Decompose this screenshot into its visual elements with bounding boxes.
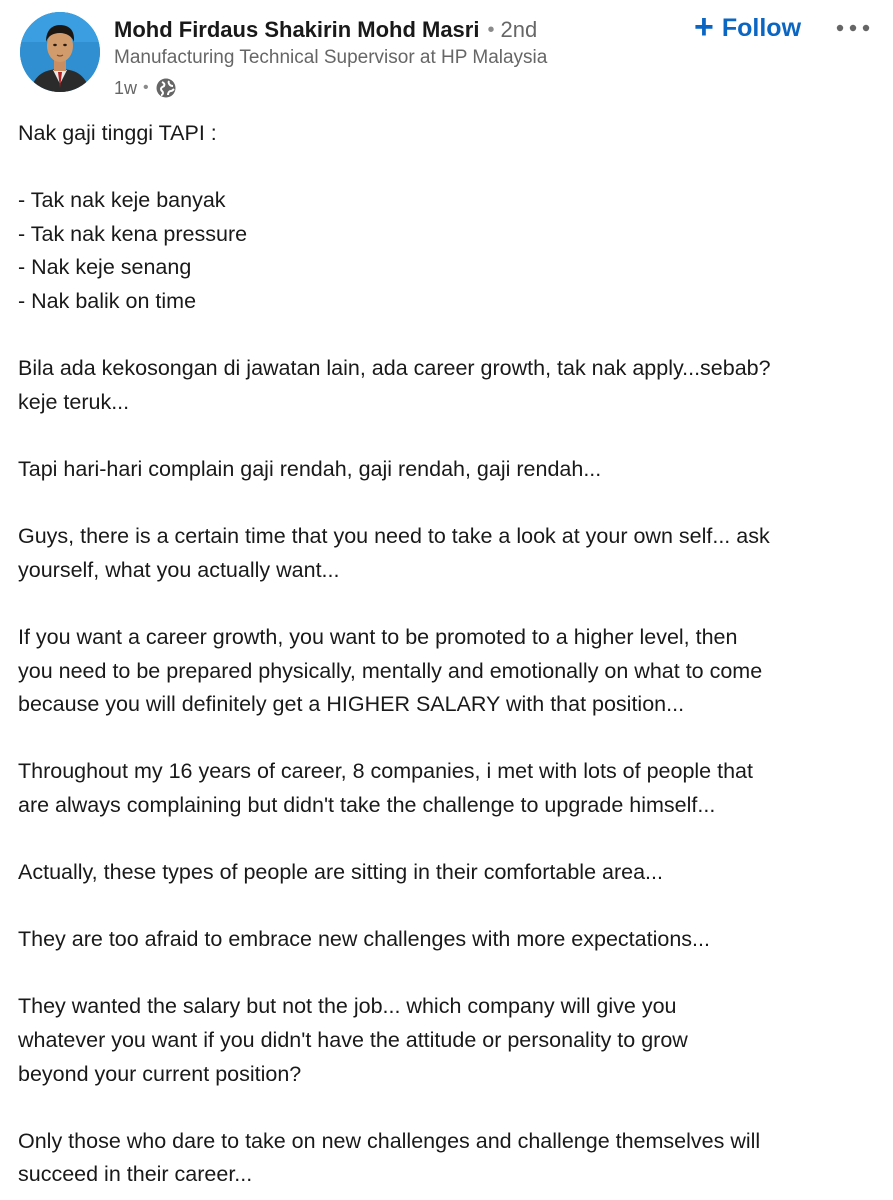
post-line: beyond your current position? (18, 1061, 302, 1086)
post-header (0, 0, 893, 110)
post-line: Throughout my 16 years of career, 8 companies, i met with lots of people that (18, 759, 753, 784)
post-line: - Tak nak kena pressure (18, 221, 248, 246)
post-line (18, 890, 878, 924)
post-line (18, 722, 878, 756)
post-line (18, 1091, 878, 1125)
post-line (18, 419, 878, 453)
more-horizontal-icon (835, 23, 871, 33)
post-line: are always complaining but didn't take the challenge to upgrade himself... (18, 792, 716, 817)
post-line: whatever you want if you didn't have the attitude or personality to grow (18, 1028, 688, 1053)
post-line: - Tak nak keje banyak (18, 188, 226, 213)
post-line: They wanted the salary but not the job... which company will give you (18, 994, 677, 1019)
post-meta (114, 74, 177, 102)
post-line: They are too afraid to embrace new challenges with more expectations... (18, 927, 710, 952)
post-line (18, 487, 878, 521)
follow-button[interactable] (690, 8, 805, 48)
author-headline: Manufacturing Technical Supervisor at HP Malaysia (114, 47, 548, 68)
post-line: yourself, what you actually want... (18, 557, 340, 582)
author-name[interactable]: Mohd Firdaus Shakirin Mohd Masri (114, 17, 480, 42)
post-line: - Nak balik on time (18, 288, 197, 313)
post-line (18, 587, 878, 621)
post-line (18, 319, 878, 353)
post-line: because you will definitely get a HIGHER SALARY with that position... (18, 692, 685, 717)
follow-label: Follow (721, 13, 802, 42)
post-line (18, 151, 878, 185)
globe-icon (155, 77, 177, 99)
post-line: Nak gaji tinggi TAPI : (18, 121, 217, 145)
separator-dot: • (143, 79, 149, 96)
post-line: Guys, there is a certain time that you need to take a look at your own self... ask (18, 524, 770, 549)
post-line: Tapi hari-hari complain gaji rendah, gaji rendah, gaji rendah... (18, 456, 602, 481)
post-line: If you want a career growth, you want to be promoted to a higher level, then (18, 624, 738, 649)
more-options-button[interactable] (833, 14, 873, 42)
connection-degree: 2nd (500, 17, 538, 42)
post-time[interactable]: 1w (114, 77, 138, 98)
post-body (18, 117, 878, 1192)
plus-icon: + (694, 8, 714, 46)
post-line: Actually, these types of people are sitting in their comfortable area... (18, 860, 663, 885)
post-line (18, 957, 878, 991)
post-line: Bila ada kekosongan di jawatan lain, ada career growth, tak nak apply...sebab? (18, 356, 771, 381)
actor-name-row (114, 14, 537, 46)
post-line: succeed in their career... (18, 1162, 253, 1187)
separator-dot: • (487, 18, 495, 41)
post-line: keje teruk... (18, 389, 130, 414)
post-line: Only those who dare to take on new challenges and challenge themselves will (18, 1128, 761, 1153)
avatar[interactable] (20, 12, 100, 92)
post-line: you need to be prepared physically, mentally and emotionally on what to come (18, 658, 763, 683)
post-line: - Nak keje senang (18, 255, 192, 280)
avatar-photo (20, 12, 100, 92)
post-line (18, 822, 878, 856)
